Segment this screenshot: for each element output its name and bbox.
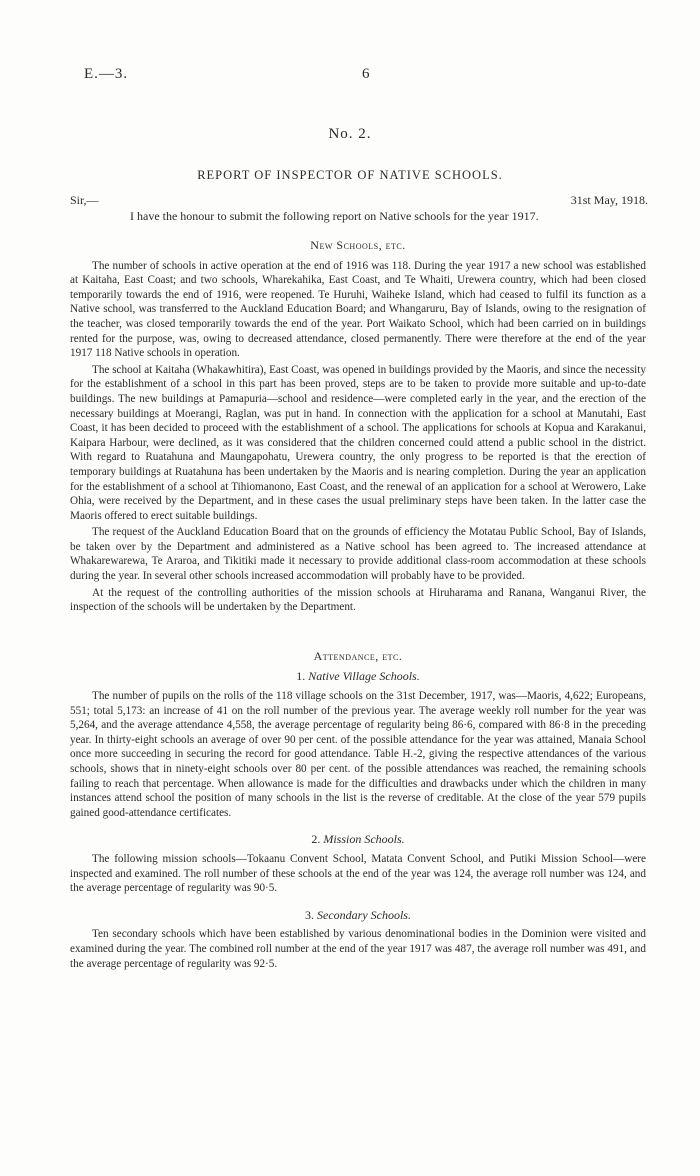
subheading-text: Native Village Schools. <box>308 669 420 684</box>
page-number: 6 <box>362 66 370 82</box>
subheading-secondary-schools <box>70 908 646 923</box>
intro-line: I have the honour to submit the following report on Native schools for the year 1917. <box>130 209 539 223</box>
paragraph: At the request of the controlling authorities of the mission schools at Hiruharama and Ranana, Wanganui River, the inspection of the schools will be undertaken by the Department. <box>70 586 646 614</box>
subheading-number: 1. <box>296 669 306 684</box>
paragraph: The number of schools in active operation at the end of 1916 was 118. During the year 1917 a new school was established at Kaitaha, East Coast; and two schools, Wharekahika, East Coast, and Te Whaiti, Urewera country, which had been closed temporarily towards the end of 1916, were reopened. Te Huruhi, Waiheke Island, which had ceased to fulfil its function as a Native school, was transferred to the Auckland Education Board; and Whangaruru, Bay of Islands, owing to the resignation of the teacher, was closed temporarily towards the end of the year. Port Waikato School, which had been carried on in buildings rented for the purpose, was, owing to decreased attendance, closed permanently. There were therefore at the end of the year 1917 118 Native schools in operation. <box>70 259 646 360</box>
document-number: No. 2. <box>328 126 372 142</box>
paragraph: The request of the Auckland Education Board that on the grounds of efficiency the Motatau Public School, Bay of Islands, be taken over by the Department and administered as a Native school has been agreed to. The increased attendance at Whakarewarewa, Te Araroa, and Tikitiki made it necessary to provide additional class-room accommodation at these schools during the year. In several other schools increased accommodation will probably have to be provided. <box>70 526 646 583</box>
subheading-number: 2. <box>311 832 321 847</box>
salutation: Sir,— <box>70 193 99 207</box>
subheading-mission-schools <box>70 832 646 847</box>
report-code: E.—3. <box>84 66 129 82</box>
paragraph: The following mission schools—Tokaanu Convent School, Matata Convent School, and Putiki Mission School—were inspected and examined. The roll number of these schools at the end of the year was 124, the average roll number was 124, and the average percentage of regularity was 90·5. <box>70 852 646 895</box>
subheading-village-schools <box>70 669 646 684</box>
document-title: REPORT OF INSPECTOR OF NATIVE SCHOOLS. <box>197 168 503 182</box>
subheading-text: Mission Schools. <box>323 832 405 847</box>
section-heading-attendance: Attendance, etc. <box>313 648 403 663</box>
paragraph: The number of pupils on the rolls of the 118 village schools on the 31st December, 1917, was—Maoris, 4,622; Europeans, 551; total 5,173: an increase of 41 on the roll number of the previous year. The average weekly roll number for the year was 5,264, and the average attendance 4,558, the average percentage of regularity being 86·6, compared with 86·8 in the preceding year. In thirty-eight schools an average of over 90 per cent. of the possible attendance for the year was attained, Manaia School once more succeeding in securing the record for good attendance. Table H.-2, giving the respective attendances of the various schools, shows that in ninety-eight schools over 80 per cent. of the possible attendances was reached, the remaining schools failing to reach that percentage. When allowance is made for the difficulties and drawbacks under which the children in many instances attend school the position of many schools in the list is the reverse of creditable. At the close of the year 579 pupils gained good-attendance certificates. <box>70 690 646 819</box>
paragraph: Ten secondary schools which have been established by various denominational bodies in the Dominion were visited and examined during the year. The combined roll number at the end of the year 1917 was 487, the average roll number was 491, and the average percentage of regularity was 92·5. <box>70 928 646 970</box>
subheading-number: 3. <box>305 907 314 922</box>
section-heading-new-schools: New Schools, etc. <box>310 238 406 252</box>
report-body <box>70 228 646 973</box>
paragraph: The school at Kaitaha (Whakawhitira), East Coast, was opened in buildings provided by the Maoris, and since the necessity for the establishment of a school in this part has been proved, steps are to be taken to provide more suitable and up-to-date buildings. The new buildings at Pamapuria—school and residence—were completed early in the year, and the erection of the necessary buildings at Moerangi, Raglan, was put in hand. In connection with the application for a school at Manutahi, East Coast, it has been decided to proceed with the establishment of a school. The applications for schools at Kopua and Karakanui, Kaipara Harbour, were declined, as it was considered that the children concerned could attend a public school in the district. With regard to Ruatahuna and Maungapohatu, Urewera country, the only progress to be reported is that the erection of temporary buildings at Ruatahuna has been undertaken by the Maoris and is nearing completion. During the year an application for the establishment of a school at Tihiomanono, East Coast, and the renewal of an application for a school at Werowero, Lake Ohia, were received by the Department, and in these cases the usual preliminary steps have been taken. In the latter case the Maoris offered to erect suitable buildings. <box>70 363 646 522</box>
subheading-text: Secondary Schools. <box>317 907 411 922</box>
letter-date: 31st May, 1918. <box>570 193 648 207</box>
